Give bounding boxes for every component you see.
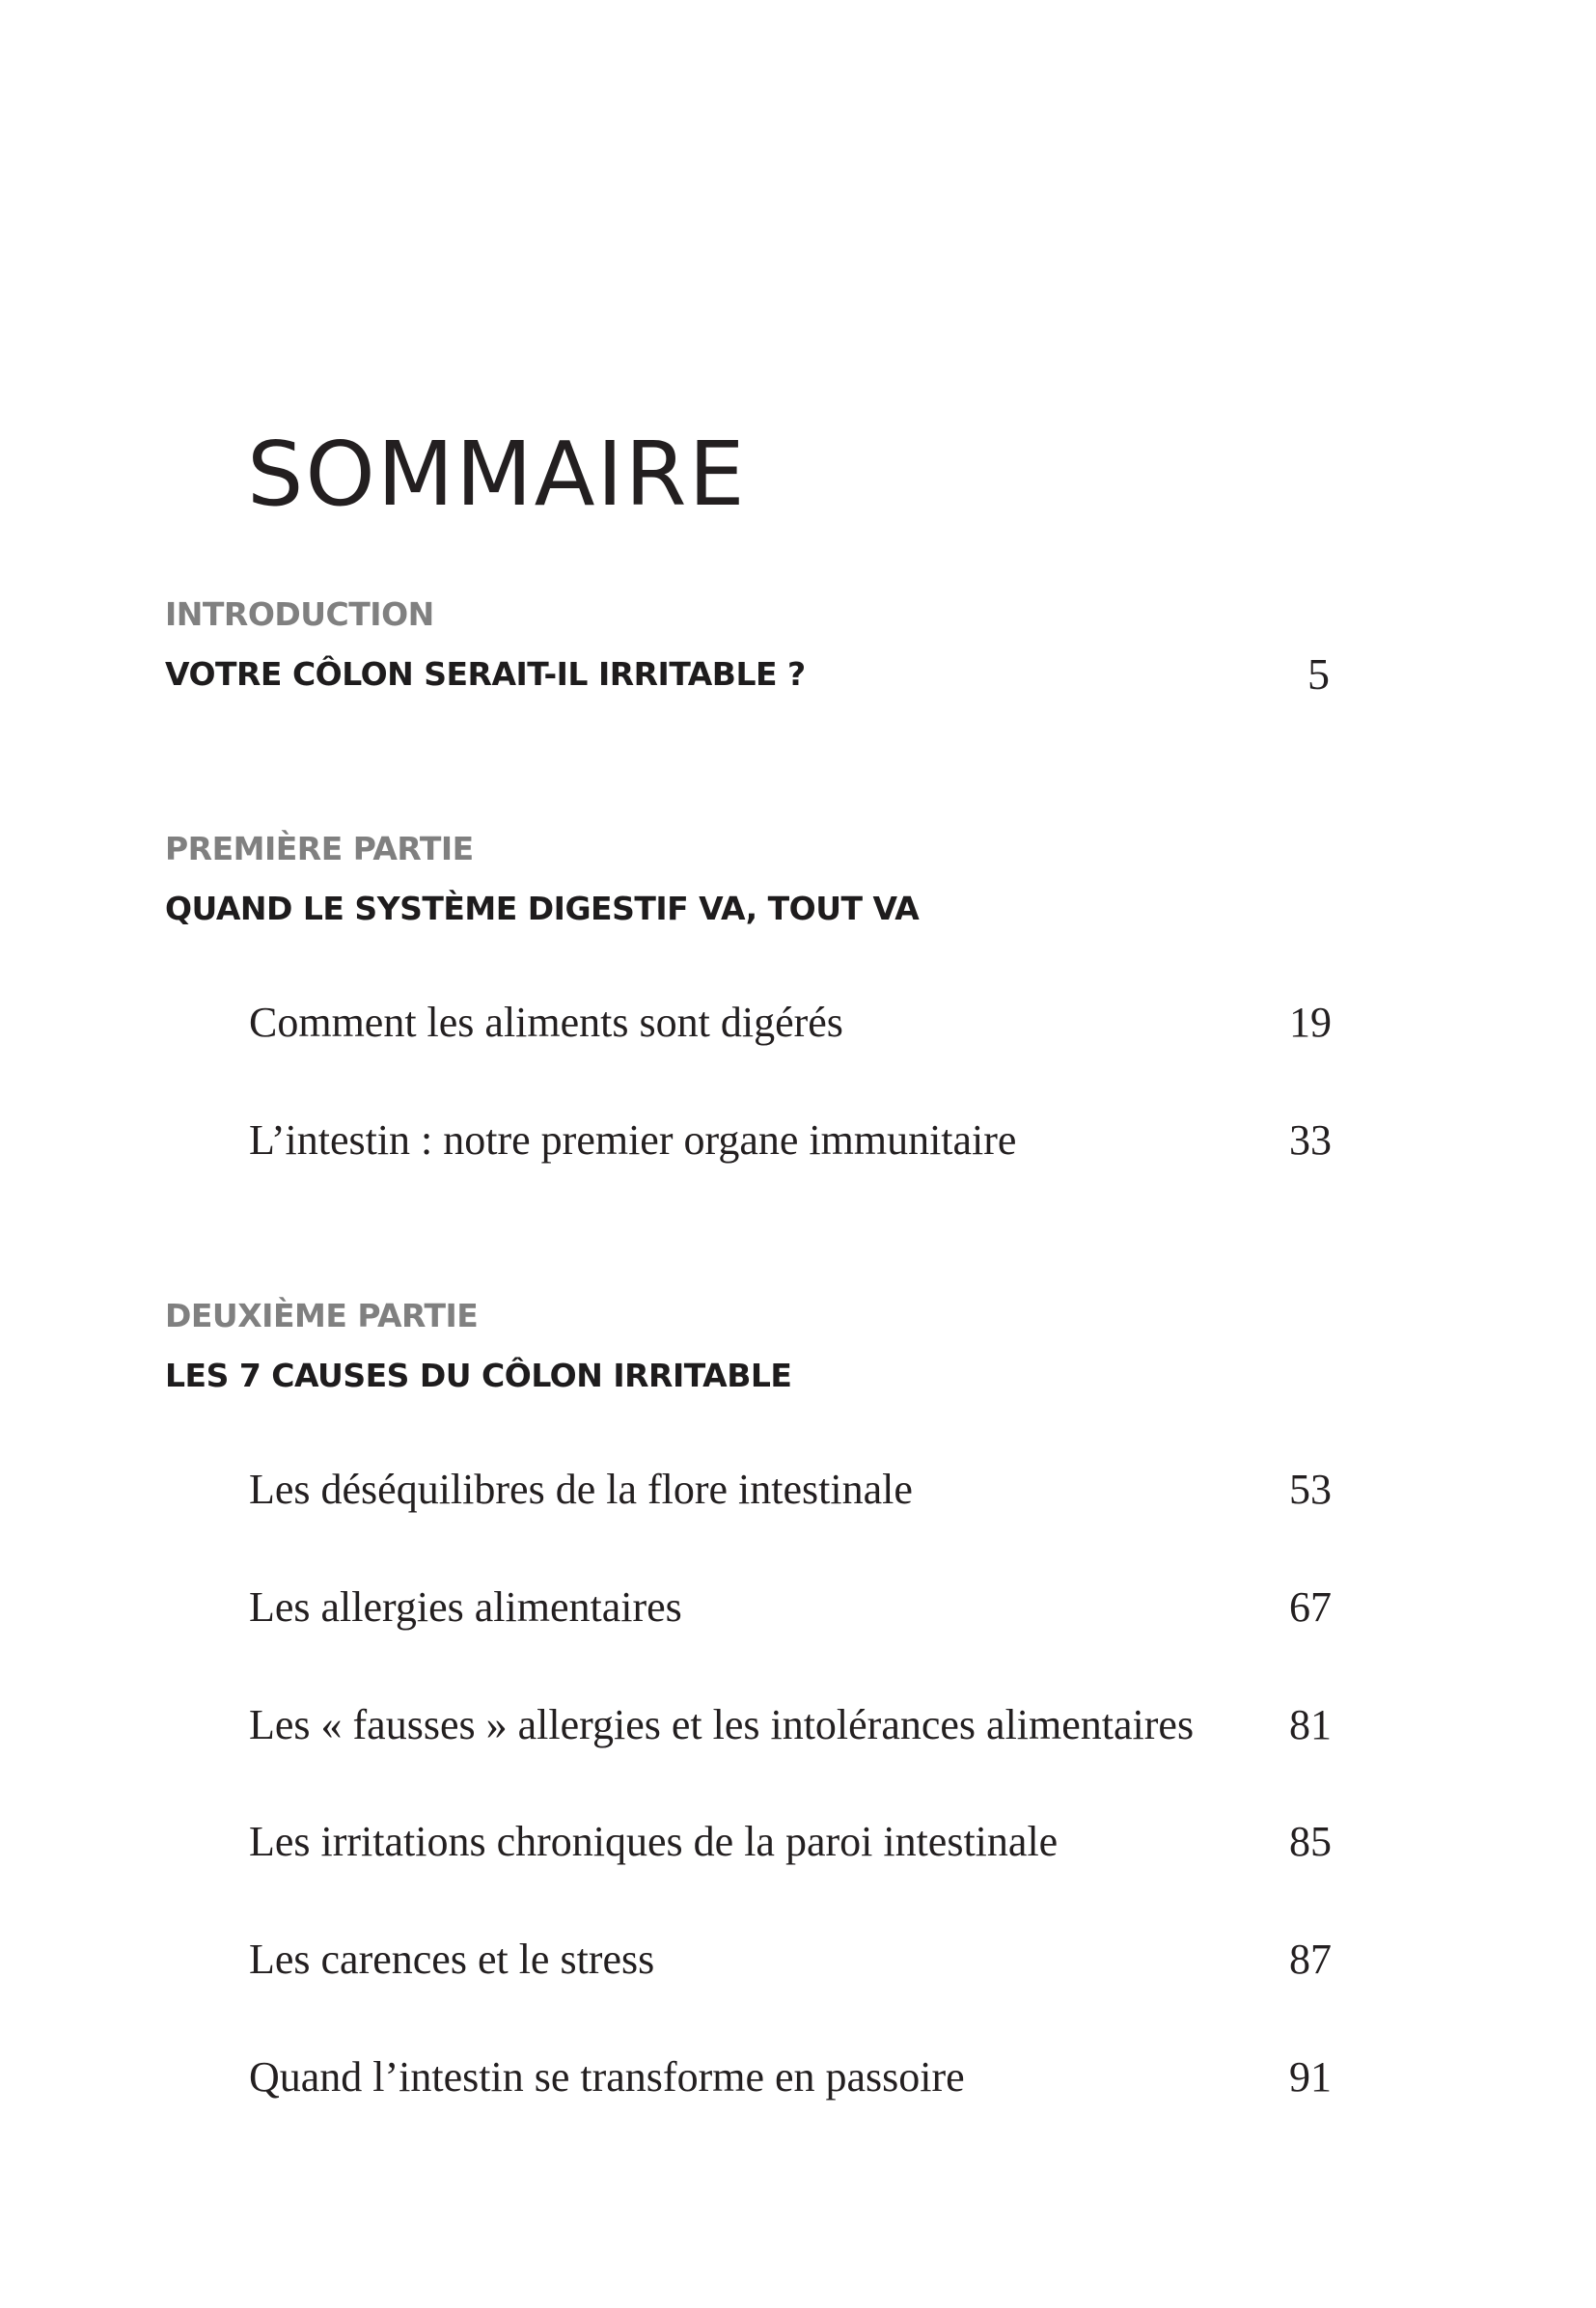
section-page-introduction: 5 [1307,649,1330,699]
toc-entry-page: 91 [1289,2053,1332,2101]
toc-entry[interactable] [249,999,1332,1046]
section-label-introduction: INTRODUCTION [165,595,434,633]
toc-entry[interactable] [249,1116,1332,1164]
section-label-part-2: DEUXIÈME PARTIE [165,1297,479,1334]
toc-entry-title: Les « fausses » allergies et les intolérances alimentaires [249,1701,1195,1748]
toc-entry-title: Les irritations chroniques de la paroi intestinale [249,1818,1059,1865]
toc-entry-title: Les déséquilibres de la flore intestinale [249,1466,913,1513]
section-title-introduction[interactable]: VOTRE CÔLON SERAIT-IL IRRITABLE ? [165,655,806,693]
section-title-part-2[interactable]: LES 7 CAUSES DU CÔLON IRRITABLE [165,1357,792,1394]
toc-entry-page: 33 [1289,1116,1332,1164]
toc-entry-title: Comment les aliments sont digérés [249,999,843,1046]
toc-entry-title: Les carences et le stress [249,1936,655,1983]
toc-entry-page: 67 [1289,1583,1332,1631]
section-label-part-1: PREMIÈRE PARTIE [165,830,474,867]
toc-entry[interactable] [249,2053,1332,2101]
toc-entry-title: Les allergies alimentaires [249,1583,682,1631]
toc-entry-page: 19 [1289,999,1332,1046]
toc-entry[interactable] [249,1818,1332,1865]
toc-entry[interactable] [249,1701,1332,1748]
toc-entry-page: 85 [1289,1818,1332,1865]
section-title-part-1[interactable]: QUAND LE SYSTÈME DIGESTIF VA, TOUT VA [165,890,920,927]
toc-entry-page: 81 [1289,1701,1332,1748]
toc-entry[interactable] [249,1466,1332,1513]
toc-entry[interactable] [249,1583,1332,1631]
toc-entry-title: L’intestin : notre premier organe immunitaire [249,1116,1017,1164]
page-title: SOMMAIRE [247,422,747,526]
toc-entry-title: Quand l’intestin se transforme en passoire [249,2053,965,2101]
toc-entry[interactable] [249,1938,1332,1981]
toc-entry-page: 87 [1289,1936,1332,1983]
toc-entry-page: 53 [1289,1466,1332,1513]
